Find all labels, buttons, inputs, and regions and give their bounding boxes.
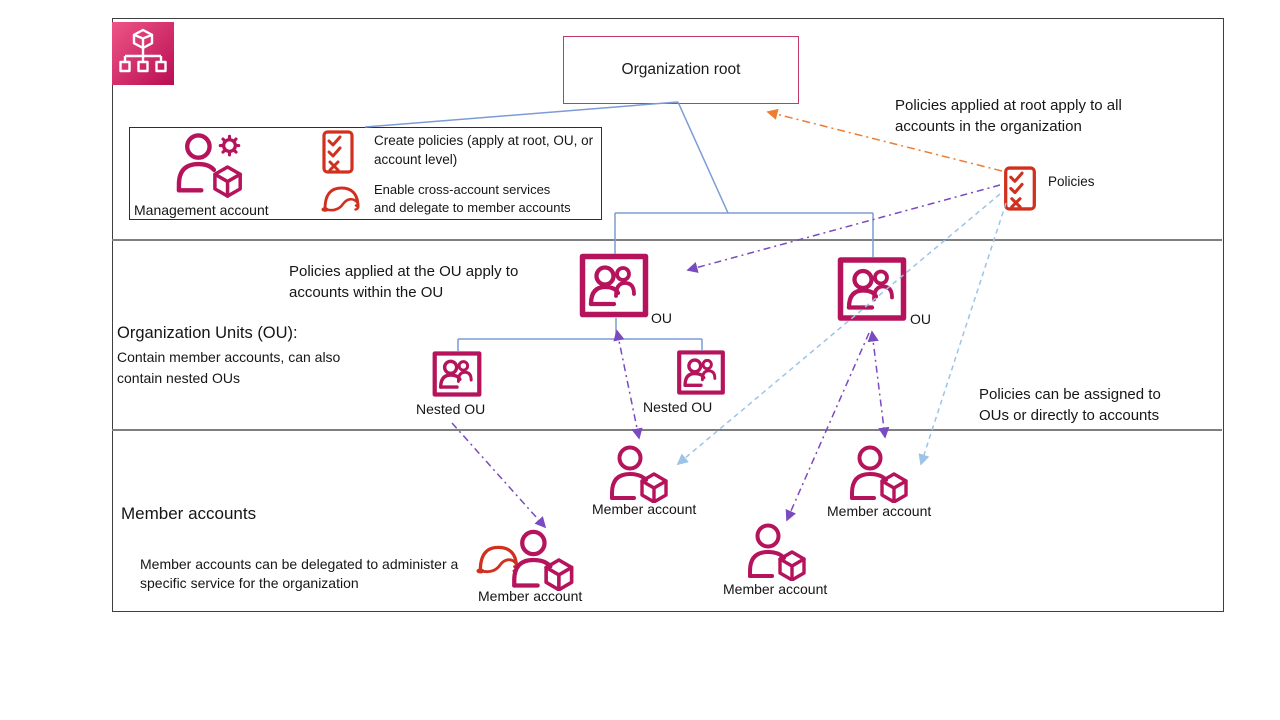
member-account-right-label: Member account — [827, 503, 932, 519]
section-divider-root-ou — [112, 239, 1222, 241]
policies-icon — [1002, 165, 1038, 212]
ou-icon-left — [579, 253, 649, 318]
ou-left-label: OU — [651, 310, 672, 326]
ou-right-label: OU — [910, 311, 931, 327]
organization-root-box — [563, 36, 799, 104]
policy-checklist-icon — [321, 129, 355, 175]
ou-icon-right — [837, 256, 907, 322]
nested-ou-icon-right — [676, 350, 726, 395]
nested-ou-right-label: Nested OU — [643, 399, 713, 415]
member-section-title: Member accounts — [121, 504, 257, 523]
member-account-icon-right — [848, 445, 912, 503]
ou-policy-note: Policies applied at the OU apply to accounts within the OU — [289, 263, 519, 301]
ou-section-desc: Contain member accounts, can also contain nested OUs — [117, 349, 341, 386]
aws-organizations-icon — [112, 22, 174, 85]
management-delegate-note: Enable cross-account services and delegate to member accounts — [374, 182, 571, 216]
organization-root-label: Organization root — [621, 61, 741, 78]
policies-label: Policies — [1048, 174, 1095, 189]
member-account-delegated-label: Member account — [478, 588, 583, 604]
member-account-icon-delegated — [510, 529, 578, 591]
delegate-note: Member accounts can be delegated to administer a specific service for the organization — [140, 556, 459, 592]
ou-section-title: Organization Units (OU): — [117, 324, 298, 342]
member-account-mid-label: Member account — [592, 501, 697, 517]
section-divider-ou-members — [112, 429, 1222, 431]
root-policy-note: Policies applied at root apply to all accounts in the organization — [895, 97, 1122, 135]
member-account-bottom-mid-label: Member account — [723, 581, 828, 597]
management-policy-note: Create policies (apply at root, OU, or account level) — [374, 133, 594, 167]
member-account-icon-bottom-mid — [746, 523, 810, 581]
nested-ou-icon-left — [432, 351, 482, 397]
assign-policy-note: Policies can be assigned to OUs or directly to accounts — [979, 386, 1161, 424]
user-gear-cube-icon — [174, 131, 250, 201]
nested-ou-left-label: Nested OU — [416, 401, 486, 417]
management-account-label: Management account — [134, 202, 269, 218]
delegated-admin-helmet-icon — [320, 184, 364, 215]
member-account-icon-mid — [608, 445, 672, 503]
